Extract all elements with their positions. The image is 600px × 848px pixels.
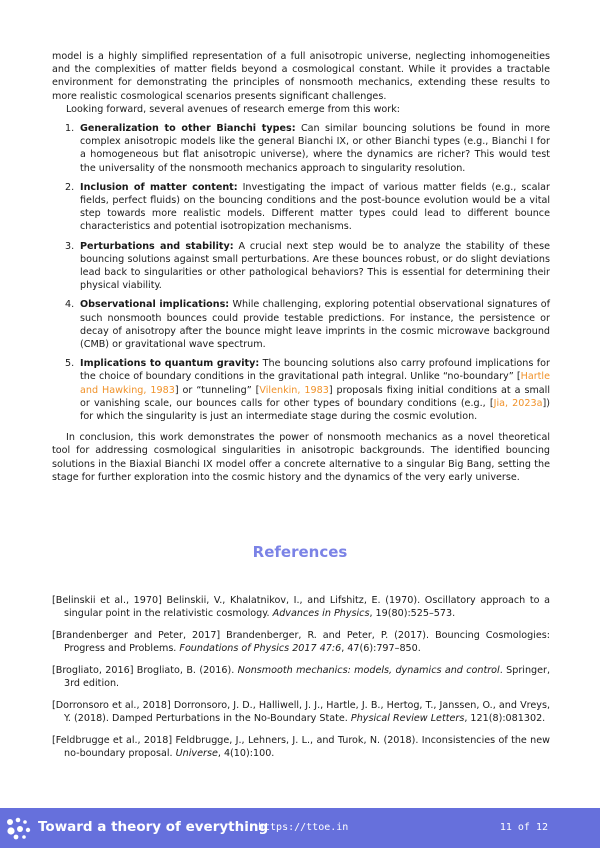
intro-paragraph: model is a highly simplified representation of a full anisotropic universe, neglecting inhomogeneities and the complexities of matter fields beyond a cosmological constant. While it provides a tractable environment for demonstrating the principles of nonsmooth mechanics, extending these results to more realistic cosmological scenarios presents significant challenges. [52, 51, 550, 102]
research-avenues-list [52, 122, 550, 423]
page-footer [0, 808, 600, 848]
reference-entry: [Brogliato, 2016] Brogliato, B. (2016). Nonsmooth mechanics: models, dynamics and control. Springer, 3rd edition. [52, 665, 551, 689]
references-list [52, 594, 550, 769]
citation-link-jia[interactable]: Jia, 2023a [493, 397, 543, 409]
list-item-title: Inclusion of matter content: [80, 181, 238, 193]
list-item-text: Investigating the impact of various matter fields (e.g., scalar fields, perfect fluids) on the bouncing conditions and the post-bounce evolution would be a vital step towards more realistic models. Different matter types could lead to different bounce characteristics and potential isotropization mechanisms. [80, 181, 550, 233]
list-item-title: Perturbations and stability: [80, 240, 234, 252]
list-item-title: Implications to quantum gravity: [80, 358, 260, 370]
page-number: 11 of 12 [499, 822, 548, 833]
list-item-number: 2. [65, 181, 75, 193]
references-heading: References [252, 543, 348, 561]
list-item-text: Can similar bouncing solutions be found in more complex anisotropic models like the general Bianchi IX, or other Bianchi types (e.g., Bianchi I for a homogeneous but flat anisotropic universe), where the dynamics are richer? This would test the universality of the nonsmooth mechanics approach to singularity resolution. [80, 123, 550, 174]
list-item-number: 3. [65, 240, 75, 252]
list-item-text: The bouncing solutions also carry profound implications for the choice of boundary conditions in the gravitational path integral. Unlike “no-boundary” [ [80, 358, 550, 383]
reference-entry: [Belinskii et al., 1970] Belinskii, V., Khalatnikov, I., and Lifshitz, E. (1970). Oscillatory approach to a singular point in the relativistic cosmology. Advances in Physics, 19(80):525–573. [52, 595, 550, 619]
footer-url-link[interactable]: https://ttoe.in [258, 822, 349, 833]
list-item [52, 122, 550, 175]
list-item-text: ] or “tunneling” [ [174, 384, 260, 396]
list-item [52, 298, 550, 351]
list-item-text: ] proposals fixing initial conditions at a small or vanishing scale, our bounces calls for other types of boundary conditions (e.g., [ [80, 384, 550, 409]
reference-entry: [Feldbrugge et al., 2018] Feldbrugge, J., Lehners, J. L., and Turok, N. (2018). Inconsistencies of the new no-boundary proposal. Universe, 4(10):100. [52, 735, 550, 759]
footer-title: Toward a theory of everything [38, 819, 269, 835]
list-item [52, 357, 550, 423]
main-text [52, 50, 550, 484]
list-item-number: 4. [65, 299, 75, 311]
list-item-title: Observational implications: [80, 299, 230, 311]
reference-entry: [Dorronsoro et al., 2018] Dorronsoro, J. D., Halliwell, J. J., Hartle, J. B., Hertog, T., Janssen, O., and Vreys, Y. (2018). Damped Perturbations in the No-Boundary State. Physical Review Letters, 121(8):081302. [52, 700, 550, 724]
citation-link-hartle-hawking[interactable]: Hartle and Hawking, 1983 [80, 371, 550, 396]
dots-logo-icon [6, 816, 32, 840]
list-item-text: A crucial next step would be to analyze the stability of these bouncing solutions against small perturbations. Are these bounces robust, or do slight deviations lead back to singularities or other pathological behaviors? This is essential for determining their physical viability. [80, 240, 550, 292]
list-item-text: ]) for which the singularity is just an intermediate stage during the cosmic evolution. [80, 397, 550, 423]
citation-link-vilenkin[interactable]: Vilenkin, 1983 [259, 384, 329, 396]
list-item-number: 5. [65, 358, 75, 370]
list-item-title: Generalization to other Bianchi types: [80, 123, 296, 135]
list-item-text: While challenging, exploring potential observational signatures of such nonsmooth bounces could provide testable predictions. For instance, the persistence or decay of anisotropy after the bounce might leave imprints in the cosmic microwave background (CMB) or gravitational wave spectrum. [80, 299, 550, 351]
looking-forward-paragraph: Looking forward, several avenues of research emerge from this work: [66, 103, 401, 115]
list-item [52, 181, 550, 234]
reference-entry: [Brandenberger and Peter, 2017] Brandenberger, R. and Peter, P. (2017). Bouncing Cosmologies: Progress and Problems. Foundations of Physics 2017 47:6, 47(6):797–850. [52, 630, 550, 654]
list-item [52, 240, 550, 293]
list-item-number: 1. [65, 123, 75, 135]
conclusion-paragraph: In conclusion, this work demonstrates the power of nonsmooth mechanics as a novel theoretical tool for addressing cosmological singularities in anisotropic backgrounds. The identified bouncing solutions in the Biaxial Bianchi IX model offer a concrete alternative to a singular Big Bang, setting the stage for further exploration into the cosmic history and the dynamics of the very early universe. [52, 432, 550, 483]
